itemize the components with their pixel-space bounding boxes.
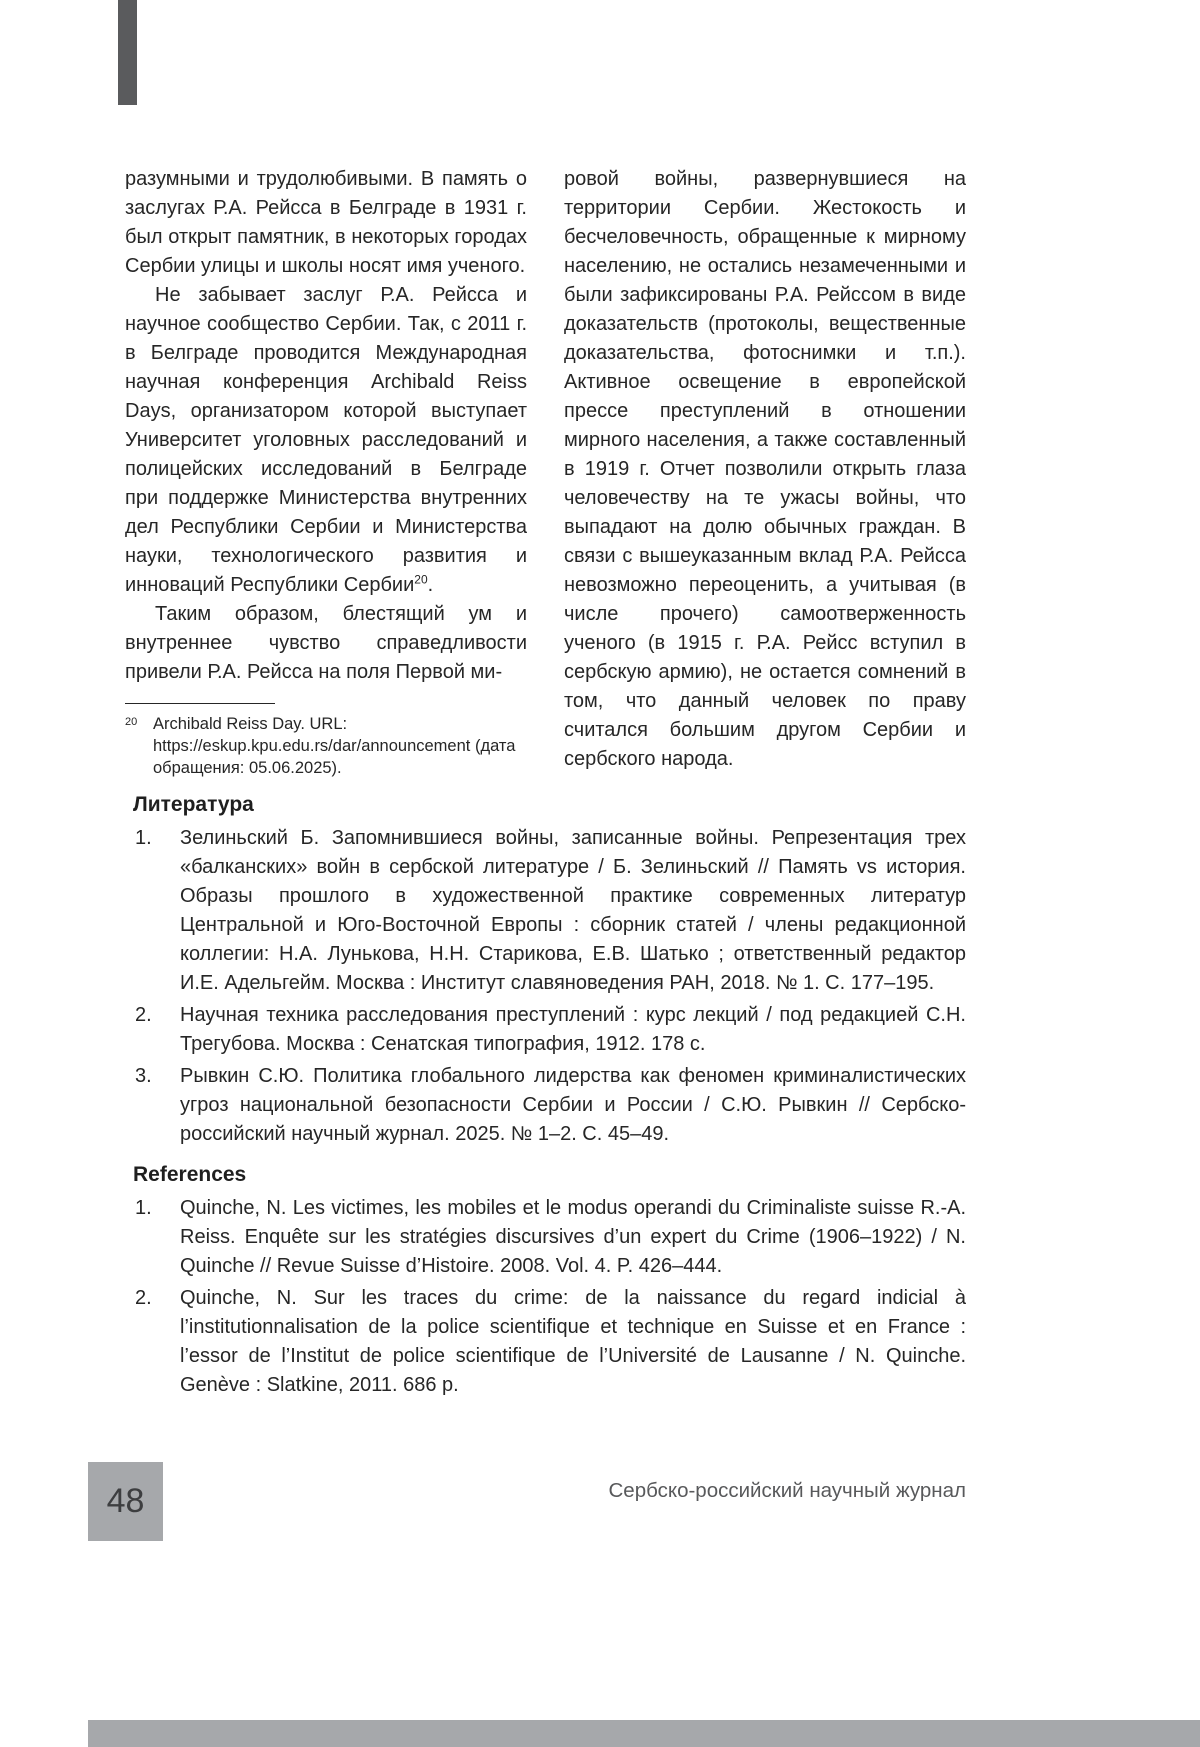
item-number: 2. (135, 1004, 152, 1026)
item-text: Рывкин С.Ю. Политика глобального лидерства как феномен криминалистических угроз национальной безопасности Сербии и России / С.Ю. Рывкин // Сербско-российский научный журнал. 2025. № 1–2. С. 45–49. (180, 1065, 966, 1145)
references-section (125, 1163, 966, 1400)
page-number: 48 (106, 1482, 145, 1520)
literature-heading: Литература (133, 793, 254, 816)
literature-item (125, 1001, 966, 1059)
article-content (125, 165, 966, 1403)
literature-item (125, 1062, 966, 1149)
item-number: 1. (135, 827, 152, 849)
footnote-divider (125, 703, 275, 704)
journal-title: Сербско-российский научный журнал (608, 1479, 966, 1502)
item-text: Зелиньский Б. Запомнившиеся войны, записанные войны. Репрезентация трех «балканских» войн в сербской литературе / Б. Зелиньский // Память vs история. Образы прошлого в художественной практике современных литератур Центральной и Юго-Восточной Европы : сборник статей / члены редакционной коллегии: Н.А. Лунькова, Н.Н. Старикова, Е.В. Шатько ; ответственный редактор И.Е. Адельгейм. Москва : Институт славяноведения РАН, 2018. № 1. С. 177–195. (180, 827, 966, 994)
paragraph-text: Не забывает заслуг Р.А. Рейсса и научное сообщество Сербии. Так, с 2011 г. в Белграде проводится Международная научная конференция Archibald Reiss Days, организатором которой выступает Университет уголовных расследований и полицейских исследований в Белграде при поддержке Министерства внутренних дел Республики Сербии и Министерства науки, технологического развития и инноваций Республики Сербии (125, 284, 527, 596)
left-column (125, 165, 527, 779)
footnote (125, 713, 527, 779)
page-number-box (88, 1462, 163, 1541)
footnote-marker: 20 (125, 716, 138, 728)
item-text: Quinche, N. Les victimes, les mobiles et le modus operandi du Criminaliste suisse R.-A. Reiss. Enquête sur les stratégies discursives d’un expert du Crime (1906–1922) / N. Quinche // Revue Suisse d’Histoire. 2008. Vol. 4. P. 426–444. (180, 1197, 966, 1277)
body-paragraph: ровой войны, развернувшиеся на территории Сербии. Жестокость и бесчеловечность, обращенные к мирному населению, не остались незамеченными и были зафиксированы Р.А. Рейссом в виде доказательств (протоколы, вещественные доказательства, фотоснимки и т.п.). Активное освещение в европейской прессе преступлений в отношении мирного населения, а также составленный в 1919 г. Отчет позволили открыть глаза человечеству на те ужасы войны, что выпадают на долю обычных граждан. В связи с вышеуказанным вклад Р.А. Рейсса невозможно переоценить, а учитывая (в числе прочего) самоотверженность ученого (в 1915 г. Р.А. Рейсс вступил в сербскую армию), не остается сомнений в том, что данный человек по праву считался большим другом Сербии и сербского народа. (564, 168, 966, 770)
body-paragraph: разумными и трудолюбивыми. В память о заслугах Р.А. Рейсса в Белграде в 1931 г. был открыт памятник, в некоторых городах Сербии улицы и школы носят имя ученого. (125, 168, 527, 277)
reference-item (125, 1194, 966, 1281)
paragraph-text: . (427, 574, 434, 596)
item-number: 2. (135, 1287, 152, 1309)
literature-section (125, 793, 966, 1149)
bottom-footer-bar (88, 1720, 1200, 1747)
reference-item (125, 1284, 966, 1400)
references-heading: References (133, 1163, 247, 1186)
item-number: 1. (135, 1197, 152, 1219)
footnote-block (125, 703, 527, 779)
top-accent-bar (118, 0, 137, 105)
body-two-columns (125, 165, 966, 779)
right-column (564, 165, 966, 779)
item-text: Quinche, N. Sur les traces du crime: de la naissance du regard indicial à l’institutionnalisation de la police scientifique et technique en Suisse et en France : l’essor de l’Institut de police scientifique de l’Université de Lausanne / N. Quinche. Genève : Slatkine, 2011. 686 p. (180, 1287, 966, 1396)
item-text: Научная техника расследования преступлений : курс лекций / под редакцией С.Н. Трегубова. Москва : Сенатская типография, 1912. 178 с. (180, 1004, 966, 1055)
item-number: 3. (135, 1065, 152, 1087)
body-paragraph: Таким образом, блестящий ум и внутреннее чувство справедливости привели Р.А. Рейсса на поля Первой ми- (125, 603, 527, 683)
footnote-text: Archibald Reiss Day. URL: https://eskup.kpu.edu.rs/dar/announcement (дата обращения: 05.06.2025). (153, 715, 516, 777)
literature-item (125, 824, 966, 998)
footnote-reference-marker: 20 (414, 572, 428, 587)
body-paragraph (125, 281, 527, 600)
